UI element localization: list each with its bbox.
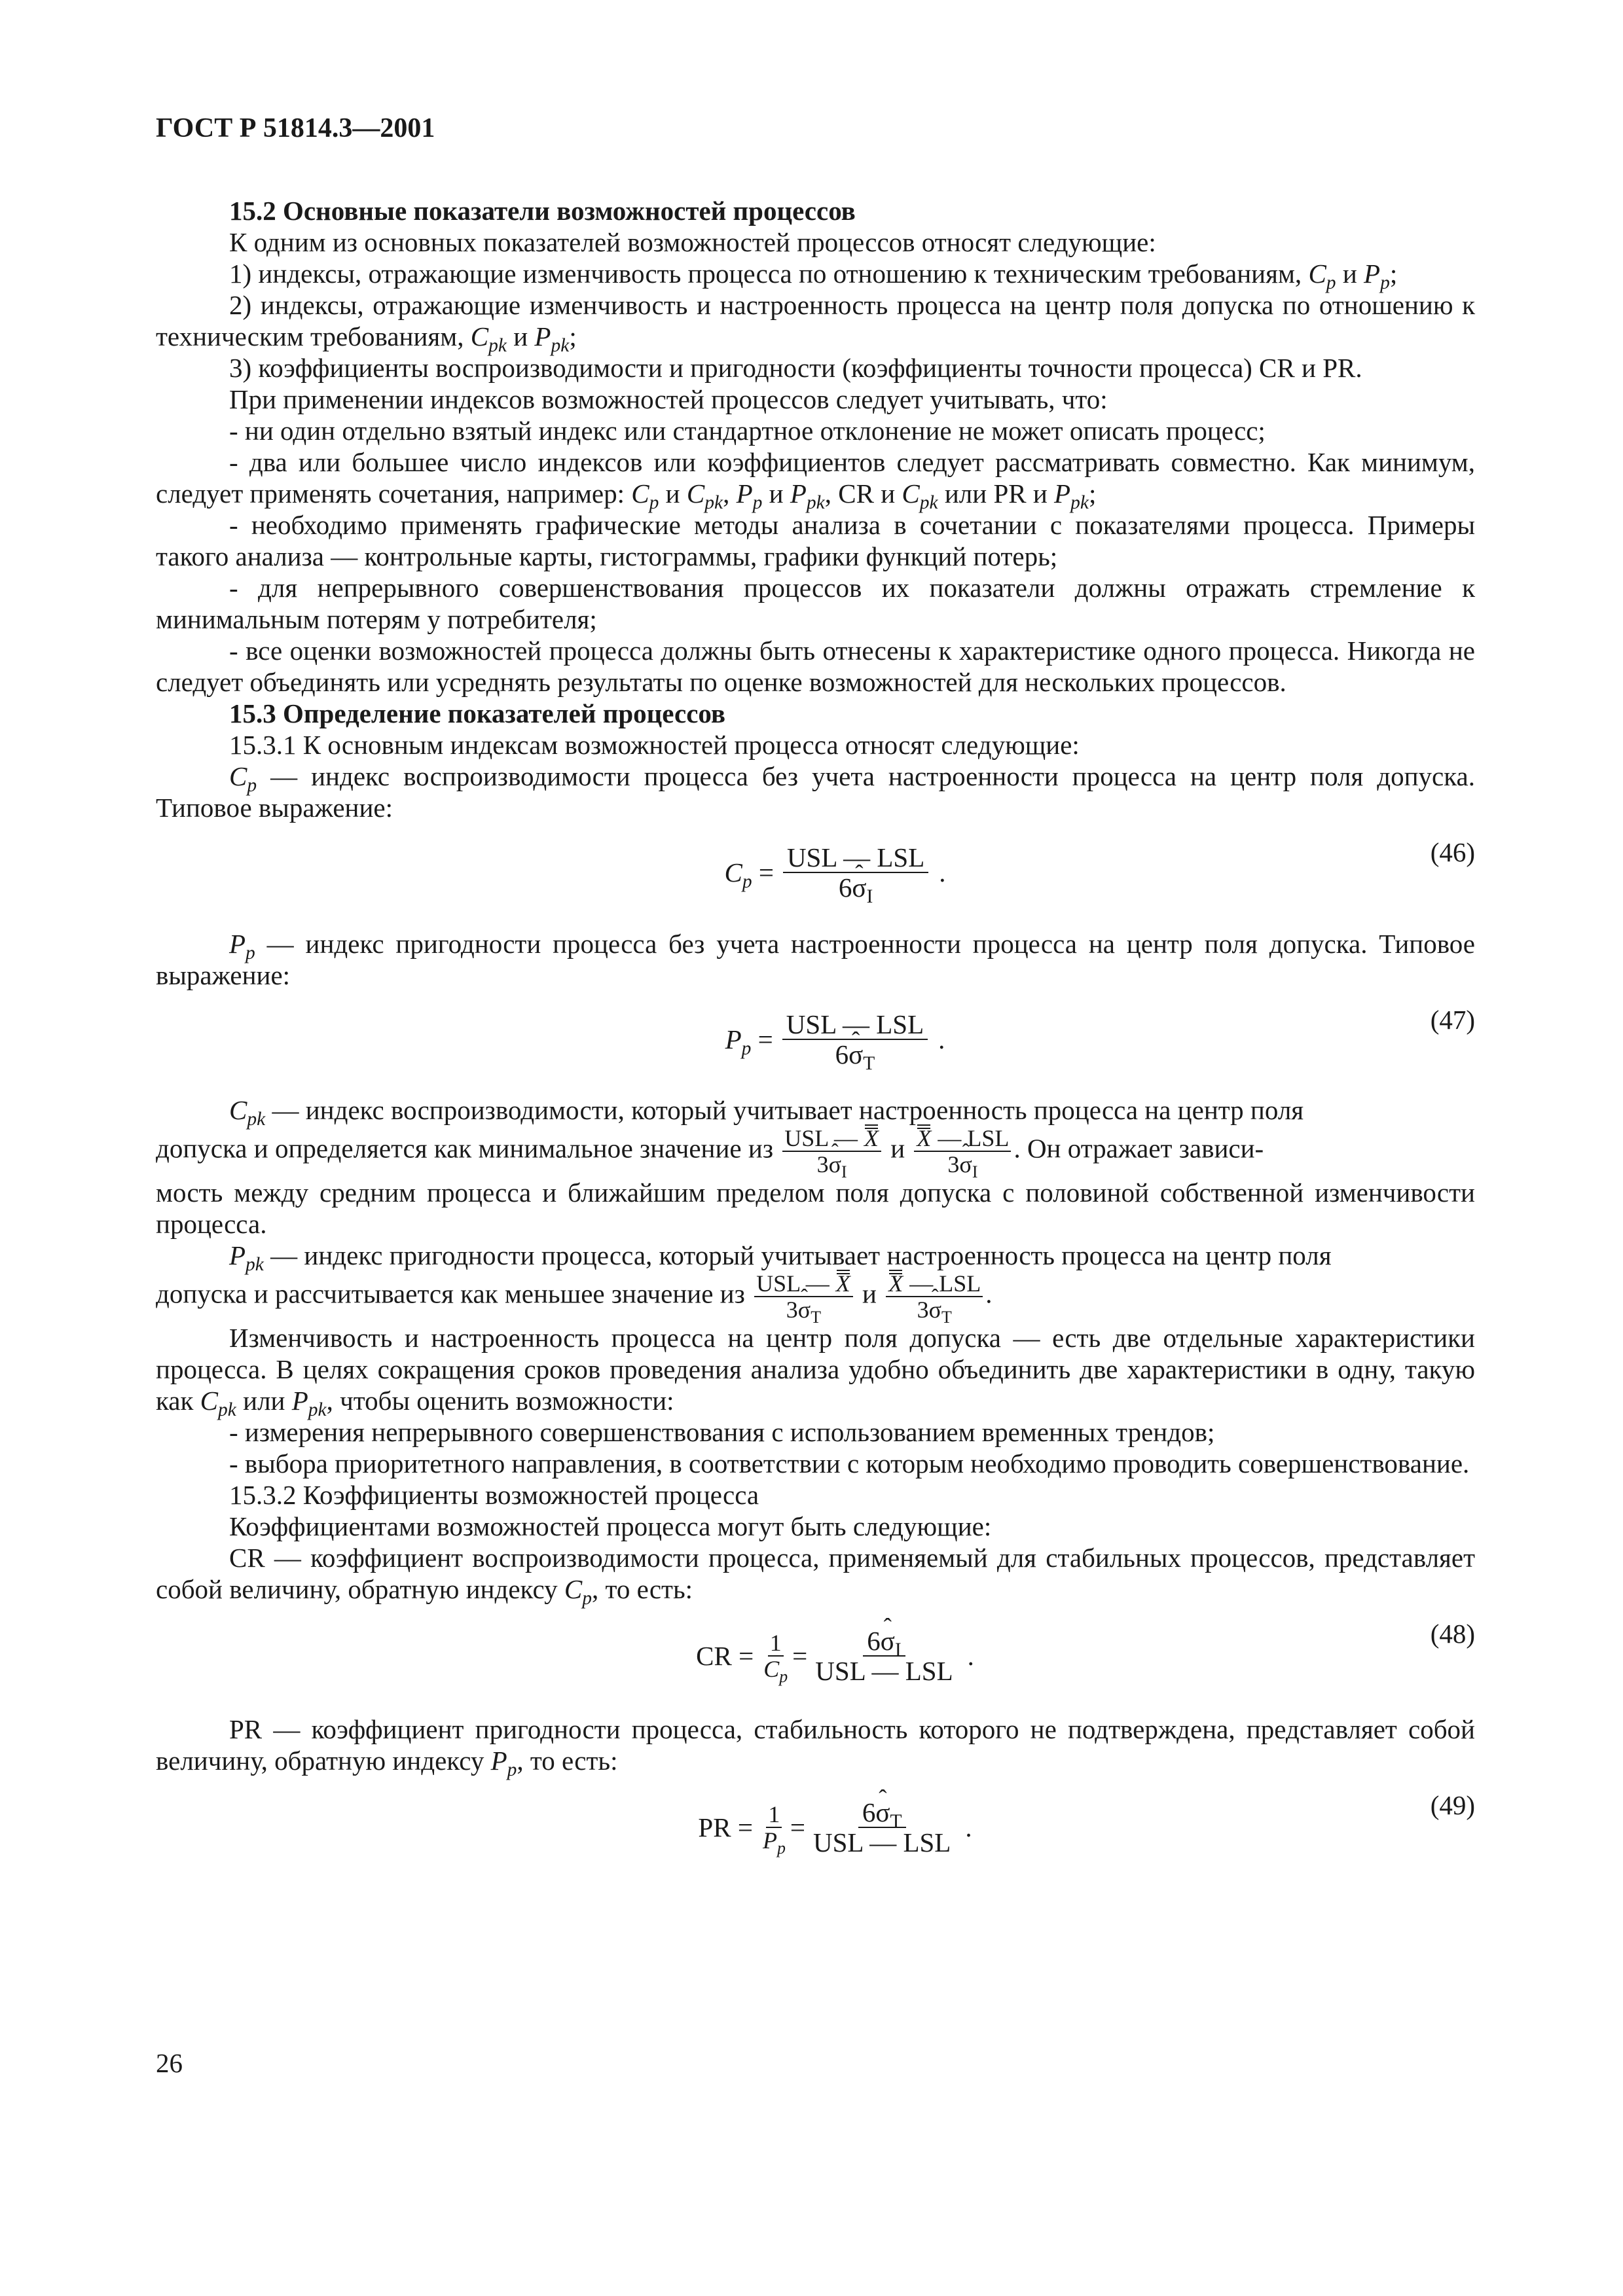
definition-pp: $P_p$ — индекс пригодности процесса без учета настроенности процесса на центр поля допуска. Типовое выражение:: [156, 929, 1475, 990]
formula-47-fraction: [782, 1009, 928, 1074]
cpk-fraction-upper: $\frac{\text{USL — X}}{3ˆ \sigma_I}$: [782, 1126, 881, 1177]
formula-49-reciprocal: $\frac{1}{P_p}$: [762, 1801, 786, 1857]
definition-cpk-continued: мость между средним процесса и ближайшим пределом поля допуска с половиной собственной изменчивости процесса.: [156, 1177, 1475, 1239]
formula-46-fraction: [783, 842, 928, 907]
cpk-fraction-lower: $\frac{\text{X — LSL}}{3ˆ \sigma_I}$: [914, 1126, 1011, 1177]
definition-cpk-fractions: допуска и определяется как минимальное значение из $\frac{\text{USL — X}}{3ˆ \sigma_I}$ и $\frac{\text{X — LSL}}{3ˆ \sigma_I}$ . Он отражает зависи-: [156, 1126, 1475, 1177]
formula-47: $P_p$ = $\frac{\text{USL — LSL}}{6ˆ \sigma_T}$ . (47): [156, 997, 1475, 1081]
formula-48: CR = $\frac{1}{C_p}$ = $\frac{6ˆ \sigma_I}{\text{USL — LSL}}$ . (48): [156, 1611, 1475, 1700]
list-item-2: 2) индексы, отражающие изменчивость и настроенность процесса на центр поля допуска по отношению к техническим требованиям, $C_{pk}$ и $P_{pk}$;: [156, 290, 1475, 356]
definition-cp: $C_p$ — индекс воспроизводимости процесса без учета настроенности процесса на центр поля допуска. Типовое выражение:: [156, 761, 1475, 823]
equation-number-47: (47): [1430, 1005, 1475, 1035]
formula-46-lhs: $C_p$ =: [724, 857, 774, 892]
ppk-fraction-upper: $\frac{\text{USL — X}}{3ˆ \sigma_T}$: [754, 1271, 853, 1322]
definition-cpk: $C_{pk}$ — индекс воспроизводимости, который учитывает настроенность процесса на центр поля: [229, 1095, 1304, 1130]
formula-49-lhs: PR =: [698, 1812, 753, 1842]
page-number: 26: [156, 2048, 183, 2078]
formula-48-reciprocal: $\frac{1}{C_p}$: [763, 1630, 788, 1686]
section-15-3-heading: 15.3 Определение показателей процессов: [229, 698, 726, 728]
bullet-3: - необходимо применять графические методы анализа в сочетании с показателями процесса. Примеры такого анализа — контрольные карты, гистограммы, графики функций потерь;: [156, 510, 1475, 571]
formula-47-lhs: $P_p$ =: [725, 1024, 773, 1059]
list-item-3: 3) коэффициенты воспроизводимости и пригодности (коэффициенты точности процесса) CR и PR.: [229, 353, 1362, 383]
document-header: ГОСТ Р 51814.3—2001: [156, 113, 435, 143]
equation-number-48: (48): [1430, 1619, 1475, 1649]
formula-48-lhs: CR =: [696, 1641, 754, 1671]
formula-48-numerator: 6ˆ $\sigma_I$: [863, 1626, 905, 1657]
bullet-1: - ни один отдельно взятый индекс или стандартное отклонение не может описать процесс;: [229, 416, 1266, 446]
section-15-2-heading: 15.2 Основные показатели возможностей процессов: [229, 196, 856, 226]
bullet-4: - для непрерывного совершенствования процессов их показатели должны отражать стремление к минимальным потерям у потребителя;: [156, 573, 1475, 634]
bullet-priority: - выбора приоритетного направления, в соответствии с которым необходимо проводить совершенствование.: [229, 1448, 1470, 1479]
formula-49-denominator: USL — LSL: [813, 1827, 951, 1857]
paragraph-15-3-2-intro: Коэффициентами возможностей процесса могут быть следующие:: [229, 1511, 992, 1541]
list-item-1: 1) индексы, отражающие изменчивость процесса по отношению к техническим требованиям, $C_p$ и $P_p$;: [229, 259, 1398, 293]
bullet-5: - все оценки возможностей процесса должны быть отнесены к характеристике одного процесса. Никогда не следует объединять или усреднять результаты по оценке возможностей для нескольких процессов.: [156, 636, 1475, 697]
formula-46-numerator: USL — LSL: [783, 843, 928, 873]
formula-49-fraction: [809, 1798, 955, 1857]
formula-48-denominator: USL — LSL: [815, 1656, 953, 1686]
equation-number-46: (46): [1430, 837, 1475, 867]
formula-47-numerator: USL — LSL: [782, 1010, 928, 1040]
bullet-trends: - измерения непрерывного совершенствования с использованием временных трендов;: [229, 1417, 1215, 1447]
paragraph-15-2-intro: К одним из основных показателей возможностей процессов относят следующие:: [229, 227, 1156, 257]
definition-pr: PR — коэффициент пригодности процесса, стабильность которого не подтверждена, представляет собой величину, обратную индексу $P_p$, то есть:: [156, 1714, 1475, 1780]
definition-ppk: $P_{pk}$ — индекс пригодности процесса, который учитывает настроенность процесса на центр поля: [229, 1240, 1332, 1275]
formula-47-denominator: 6ˆ $\sigma_T$: [831, 1040, 879, 1069]
paragraph-combination: Изменчивость и настроенность процесса на центр поля допуска — есть две отдельные характеристики процесса. В целях сокращения сроков проведения анализа удобно объединить две характеристики в одну, такую как $C_{pk}$ или $P_{pk}$, чтобы оценить возможности:: [156, 1323, 1475, 1420]
formula-49-numerator: 6ˆ $\sigma_T$: [858, 1798, 906, 1828]
section-15-3-2-title: 15.3.2 Коэффициенты возможностей процесса: [229, 1480, 759, 1510]
ppk-fraction-lower: $\frac{\text{X — LSL}}{3ˆ \sigma_T}$: [886, 1271, 983, 1322]
paragraph-15-3-1: 15.3.1 К основным индексам возможностей процесса относят следующие:: [229, 730, 1080, 760]
definition-ppk-fractions: допуска и рассчитывается как меньшее значение из $\frac{\text{USL — X}}{3ˆ \sigma_T}$ и $\frac{\text{X — LSL}}{3ˆ \sigma_T}$ .: [156, 1271, 1475, 1322]
equation-number-49: (49): [1430, 1790, 1475, 1820]
formula-48-fraction: [811, 1626, 957, 1685]
formula-46-denominator: 6ˆ $\sigma_I$: [835, 873, 877, 902]
paragraph-note-intro: При применении индексов возможностей процессов следует учитывать, что:: [229, 384, 1108, 414]
formula-46: $C_p$ = $\frac{\text{USL — LSL}}{6ˆ \sigma_I}$ . (46): [156, 830, 1475, 915]
bullet-2: - два или большее число индексов или коэффициентов следует рассматривать совместно. Как минимум, следует применять сочетания, например: $C_p$ и $C_{pk}$, $P_p$ и $P_{pk}$, CR и $C_{pk}$ или PR и $P_{pk}$;: [156, 447, 1475, 513]
definition-cr: CR — коэффициент воспроизводимости процесса, применяемый для стабильных процессов, представляет собой величину, обратную индексу $C_p$, то есть:: [156, 1543, 1475, 1609]
formula-49: PR = $\frac{1}{P_p}$ = $\frac{6ˆ \sigma_T}{\text{USL — LSL}}$ . (49): [156, 1783, 1475, 1872]
